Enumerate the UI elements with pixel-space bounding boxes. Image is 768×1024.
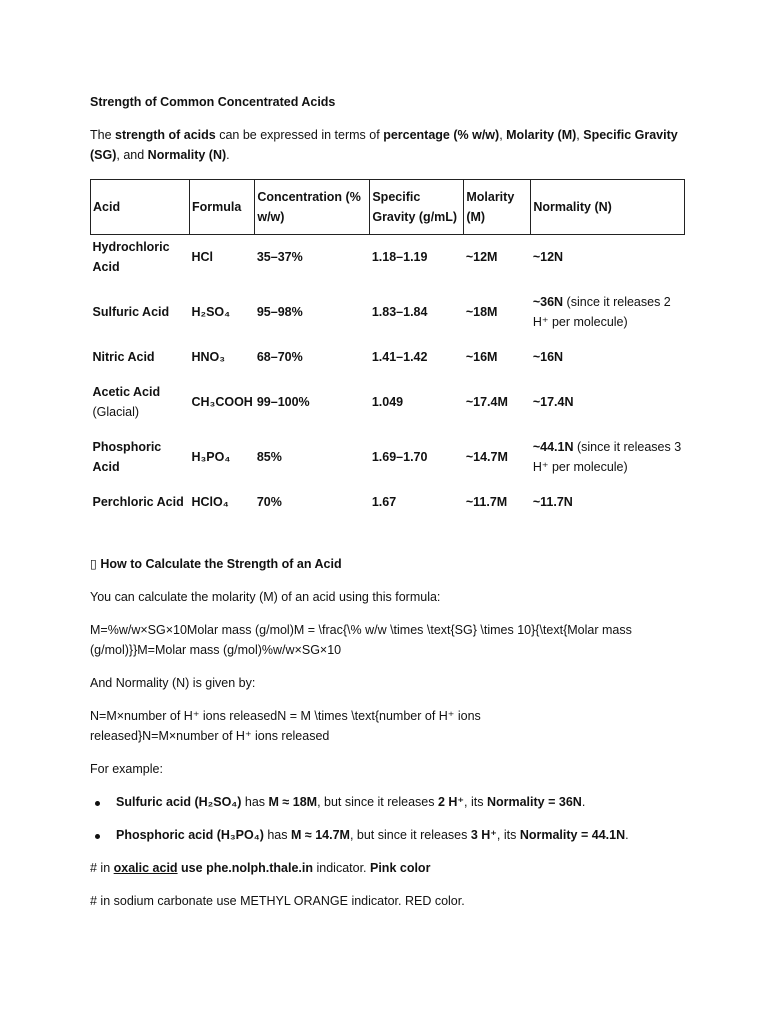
cell-sg: 1.049 — [371, 394, 404, 409]
list-item: Phosphoric acid (H₃PO₄) has M ≈ 14.7M, but since it releases 3 H⁺, its Normality = 44.1N. — [116, 825, 629, 845]
cell-normality: ~12N — [532, 250, 564, 265]
bullet-icon — [95, 834, 100, 839]
cell-formula: H₂SO₄ — [191, 304, 231, 319]
cell-formula: HCl — [191, 250, 214, 265]
bullet-icon — [95, 801, 100, 806]
document-title: Strength of Common Concentrated Acids — [90, 95, 336, 109]
table-header-row — [91, 180, 685, 235]
section-heading: ▯ How to Calculate the Strength of an Acid — [90, 557, 342, 571]
example-label: For example: — [90, 762, 163, 776]
cell-molarity: ~16M — [465, 349, 498, 364]
header-concentration: Concentration (% w/w) — [255, 180, 370, 235]
table-row — [91, 434, 685, 480]
cell-molarity: ~11.7M — [465, 494, 508, 509]
molarity-intro: You can calculate the molarity (M) of an acid using this formula: — [90, 590, 441, 604]
cell-sg: 1.41–1.42 — [371, 349, 428, 364]
cell-acid: Sulfuric Acid — [92, 304, 170, 319]
cell-concentration: 68–70% — [256, 349, 303, 364]
cell-molarity: ~14.7M — [465, 449, 508, 464]
cell-formula: HNO₃ — [191, 349, 226, 364]
header-normality: Normality (N) — [531, 180, 685, 235]
note-oxalic-acid: # in oxalic acid use phe.nolph.thale.in indicator. Pink color — [90, 861, 431, 875]
list-item: Sulfuric acid (H₂SO₄) has M ≈ 18M, but since it releases 2 H⁺, its Normality = 36N. — [116, 792, 585, 812]
cell-normality: ~36N (since it releases 2 H⁺ per molecule) — [532, 294, 671, 329]
header-acid: Acid — [91, 180, 190, 235]
cell-concentration: 85% — [256, 449, 282, 464]
cell-formula: H₃PO₄ — [191, 449, 231, 464]
cell-formula: HClO₄ — [191, 494, 229, 509]
cell-acid: Perchloric Acid — [92, 494, 184, 509]
normality-intro: And Normality (N) is given by: — [90, 676, 256, 690]
cell-sg: 1.67 — [371, 494, 397, 509]
header-specific-gravity: Specific Gravity (g/mL) — [370, 180, 464, 235]
cell-normality: ~17.4N — [532, 394, 574, 409]
placeholder-glyph-icon: ▯ — [90, 557, 97, 571]
header-molarity: Molarity (M) — [464, 180, 531, 235]
cell-molarity: ~18M — [465, 304, 498, 319]
cell-normality: ~11.7N — [532, 494, 573, 509]
cell-concentration: 99–100% — [256, 394, 310, 409]
cell-acid: Hydrochloric Acid — [92, 240, 170, 275]
cell-normality: ~16N — [532, 349, 564, 364]
cell-normality: ~44.1N (since it releases 3 H⁺ per molecule) — [532, 439, 682, 474]
acid-strength-table — [90, 179, 685, 524]
table-row — [91, 480, 685, 524]
cell-acid: Nitric Acid — [92, 349, 155, 364]
header-formula: Formula — [190, 180, 255, 235]
cell-concentration: 35–37% — [256, 250, 303, 265]
cell-sg: 1.69–1.70 — [371, 449, 428, 464]
cell-molarity: ~17.4M — [465, 394, 508, 409]
cell-concentration: 95–98% — [256, 304, 303, 319]
table-row — [91, 235, 685, 280]
cell-sg: 1.83–1.84 — [371, 304, 428, 319]
note-sodium-carbonate: # in sodium carbonate use METHYL ORANGE indicator. RED color. — [90, 894, 465, 908]
table-row — [91, 370, 685, 434]
table-row — [91, 344, 685, 370]
cell-sg: 1.18–1.19 — [371, 250, 428, 265]
cell-concentration: 70% — [256, 494, 282, 509]
cell-acid: Phosphoric Acid — [92, 439, 162, 474]
oxalic-acid-link[interactable]: oxalic acid — [113, 861, 178, 875]
cell-acid: Acetic Acid (Glacial) — [92, 384, 161, 419]
cell-formula: CH₃COOH — [191, 394, 253, 409]
normality-formula: N=M×number of H⁺ ions releasedN = M \times \text{number of H⁺ ions released}N=M×number of H⁺ ions released — [90, 709, 481, 743]
cell-molarity: ~12M — [465, 250, 498, 265]
table-row — [91, 280, 685, 344]
intro-paragraph: The strength of acids can be expressed in terms of percentage (% w/w), Molarity (M), Specific Gravity (SG), and Normality (N). — [90, 128, 678, 162]
molarity-formula: M=%w/w×SG×10Molar mass (g/mol)M = \frac{\% w/w \times \text{SG} \times 10}{\text{Molar mass (g/mol)}}M=Molar mass (g/mol)%w/w×SG×10 — [90, 623, 632, 657]
